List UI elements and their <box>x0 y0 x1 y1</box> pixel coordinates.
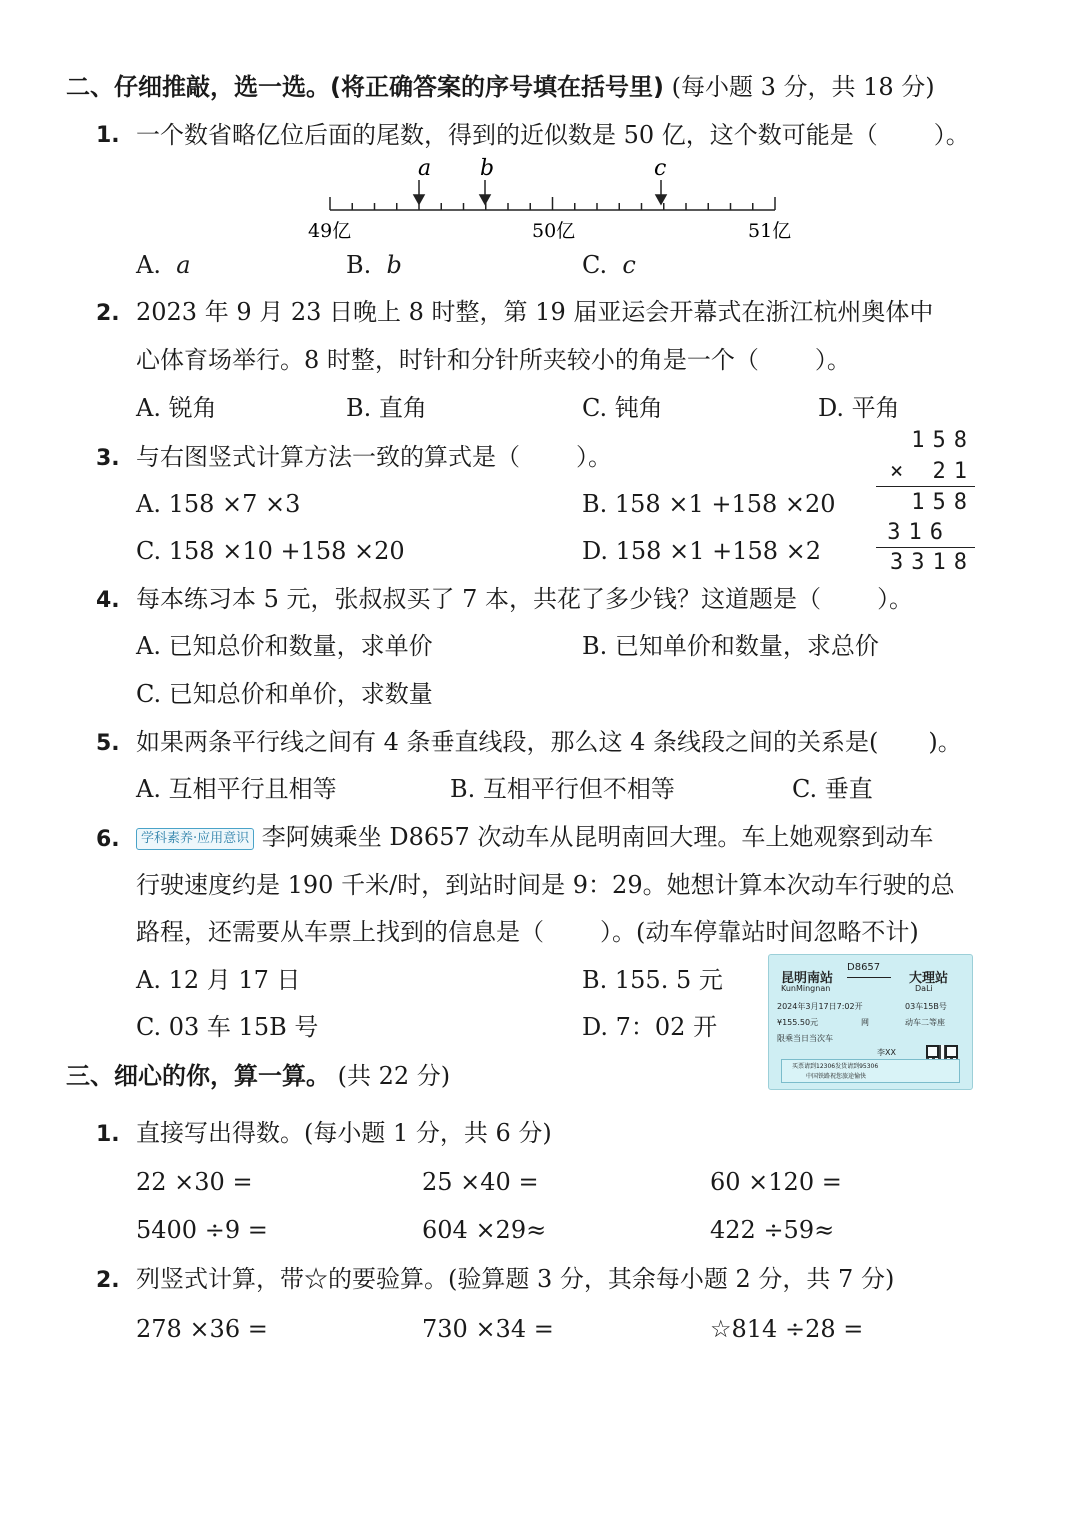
q1-option-b[interactable]: B. b <box>346 251 402 279</box>
ticket-net: 网 <box>861 1018 869 1027</box>
q3-option-d[interactable]: D. 158 ×1 +158 ×2 <box>582 537 822 565</box>
calc-item[interactable]: 60 ×120 = <box>710 1168 842 1196</box>
q1-number: 1. <box>96 123 120 148</box>
section3-title: 三、细心的你，算一算。 <box>66 1062 330 1090</box>
q1-option-a[interactable]: A. a <box>136 251 191 279</box>
q4-option-c[interactable]: C. 已知总价和单价，求数量 <box>136 680 433 708</box>
q4-option-a[interactable]: A. 已知总价和数量，求单价 <box>136 632 433 660</box>
vm-multiplier: × 21 <box>890 459 975 484</box>
q5-question: 如果两条平行线之间有 4 条垂直线段，那么这 4 条线段之间的关系是( )。 <box>136 728 962 756</box>
section2-title: 二、仔细推敲，选一选。(将正确答案的序号填在括号里) <box>66 73 664 101</box>
q1-option-c[interactable]: C. c <box>582 251 636 279</box>
calc-item[interactable]: 422 ÷59≈ <box>710 1216 835 1244</box>
q6-line1: 学科素养·应用意识 李阿姨乘坐 D8657 次动车从昆明南回大理。车上她观察到动车 <box>136 822 933 852</box>
q6-option-c[interactable]: C. 03 车 15B 号 <box>136 1013 319 1041</box>
s3q1-number: 1. <box>96 1122 120 1147</box>
q2-option-a[interactable]: A. 锐角 <box>136 394 217 422</box>
ticket-to-en: DaLi <box>915 984 933 993</box>
ticket-to: 大理站 <box>909 971 949 986</box>
calc-item[interactable]: 604 ×29≈ <box>422 1216 547 1244</box>
ticket-name: 李XX <box>877 1048 896 1057</box>
train-ticket <box>768 954 973 1090</box>
q6-badge: 学科素养·应用意识 <box>136 828 254 850</box>
q2-line1: 2023 年 9 月 23 日晚上 8 时整，第 19 届亚运会开幕式在浙江杭州奥体中 <box>136 298 934 326</box>
ticket-train: D8657 <box>847 962 881 973</box>
ticket-class: 动车二等座 <box>905 1018 945 1027</box>
q6-option-a[interactable]: A. 12 月 17 日 <box>136 966 301 994</box>
q1-text: 一个数省略亿位后面的尾数，得到的近似数是 50 亿，这个数可能是（ <box>136 121 878 149</box>
vm-partial-1: 158 <box>911 490 975 515</box>
vm-top: 158 <box>911 428 975 453</box>
section2-heading <box>66 72 935 102</box>
q3-number: 3. <box>96 446 120 471</box>
vm-partial-2: 316 <box>887 520 951 545</box>
vm-result: 3318 <box>890 550 975 575</box>
q2-option-d[interactable]: D. 平角 <box>818 394 900 422</box>
s3q2-number: 2. <box>96 1268 120 1293</box>
vm-rule-2 <box>876 547 975 548</box>
vm-rule-1 <box>876 486 975 487</box>
calc-item[interactable]: 5400 ÷9 = <box>136 1216 268 1244</box>
calc-item[interactable]: 25 ×40 = <box>422 1168 539 1196</box>
calc-item[interactable]: 22 ×30 = <box>136 1168 253 1196</box>
q6-line3: 路程，还需要从车票上找到的信息是（ ）。(动车停靠站时间忽略不计) <box>136 918 919 946</box>
q5-number: 5. <box>96 731 120 756</box>
ticket-arrow <box>847 977 891 978</box>
ticket-limit: 限乘当日当次车 <box>777 1034 833 1043</box>
vertical-calc-item[interactable]: ☆814 ÷28 = <box>710 1315 864 1343</box>
vertical-calc-item[interactable]: 278 ×36 = <box>136 1315 268 1343</box>
ticket-from: 昆明南站 <box>781 971 834 986</box>
q3-option-a[interactable]: A. 158 ×7 ×3 <box>136 490 301 518</box>
q3-question: 与右图竖式计算方法一致的算式是（ ）。 <box>136 443 612 471</box>
marker-b-label: b <box>480 156 495 181</box>
marker-c-label: c <box>654 156 667 181</box>
q3-option-b[interactable]: B. 158 ×1 +158 ×20 <box>582 490 836 518</box>
q1-question <box>136 120 970 150</box>
q6-number: 6. <box>96 827 120 852</box>
ticket-from-en: KunMingnan <box>781 984 831 993</box>
marker-a-label: a <box>418 156 432 181</box>
vertical-multiplication <box>870 428 975 578</box>
q6-option-b[interactable]: B. 155. 5 元 <box>582 966 723 994</box>
ticket-seat: 03车15B号 <box>905 1002 947 1011</box>
q2-line2: 心体育场举行。8 时整，时针和分针所夹较小的角是一个（ ）。 <box>136 346 851 374</box>
section3-note: (共 22 分) <box>337 1062 451 1090</box>
q6-line2: 行驶速度约是 190 千米/时，到站时间是 9：29。她想计算本次动车行驶的总 <box>136 871 955 899</box>
q5-option-b[interactable]: B. 互相平行但不相等 <box>450 775 675 803</box>
label-51yi: 51亿 <box>748 220 792 242</box>
q2-number: 2. <box>96 301 120 326</box>
q2-option-c[interactable]: C. 钝角 <box>582 394 663 422</box>
ticket-datetime: 2024年3月17日7:02开 <box>777 1002 863 1011</box>
q5-option-c[interactable]: C. 垂直 <box>792 775 873 803</box>
section3-heading <box>66 1061 450 1091</box>
label-50yi: 50亿 <box>532 220 576 242</box>
q3-option-c[interactable]: C. 158 ×10 +158 ×20 <box>136 537 405 565</box>
q4-option-b[interactable]: B. 已知单价和数量，求总价 <box>582 632 879 660</box>
q1-close: ）。 <box>933 121 970 149</box>
number-line-ticks <box>330 197 775 210</box>
s3q2-question: 列竖式计算，带☆的要验算。(验算题 3 分，其余每小题 2 分，共 7 分) <box>136 1265 895 1293</box>
vertical-calc-item[interactable]: 730 ×34 = <box>422 1315 554 1343</box>
q5-option-a[interactable]: A. 互相平行且相等 <box>136 775 337 803</box>
ticket-footer: 买票请到12306发货请到95306 中国铁路祝您旅途愉快 <box>781 1059 960 1083</box>
q2-option-b[interactable]: B. 直角 <box>346 394 427 422</box>
q4-question: 每本练习本 5 元，张叔叔买了 7 本，共花了多少钱？这道题是（ ）。 <box>136 585 914 613</box>
ticket-price: ¥155.50元 <box>777 1018 819 1027</box>
q6-option-d[interactable]: D. 7：02 开 <box>582 1013 718 1041</box>
label-49yi: 49亿 <box>308 220 352 242</box>
q4-number: 4. <box>96 588 120 613</box>
section2-note: (每小题 3 分，共 18 分) <box>671 73 935 101</box>
s3q1-question: 直接写出得数。(每小题 1 分，共 6 分) <box>136 1119 552 1147</box>
number-line <box>300 155 810 245</box>
